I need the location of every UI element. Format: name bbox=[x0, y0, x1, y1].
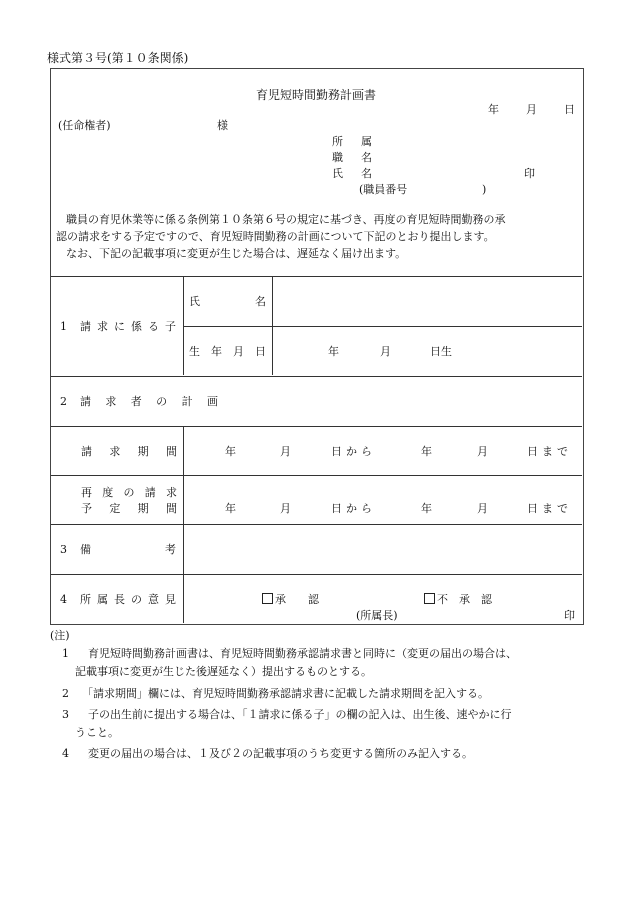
form-frame bbox=[50, 68, 584, 625]
row1-number: 1 bbox=[60, 320, 67, 333]
rerequest-char: 期 bbox=[137, 502, 149, 515]
rerequest-char: の bbox=[123, 486, 135, 499]
column-divider bbox=[183, 277, 184, 375]
request-period-char: 間 bbox=[165, 445, 177, 458]
position-char: 名 bbox=[361, 151, 372, 164]
child-name-char: 氏 bbox=[189, 295, 200, 308]
disapprove-checkbox[interactable] bbox=[424, 593, 435, 604]
birth-year: 年 bbox=[328, 345, 339, 358]
applicant-name-char: 名 bbox=[361, 167, 372, 180]
row-divider bbox=[183, 326, 582, 327]
rerequest-char: 間 bbox=[165, 502, 177, 515]
disapprove-label: 不 承 認 bbox=[437, 593, 492, 606]
row1-label-char: 求 bbox=[97, 320, 108, 333]
birthdate-label bbox=[189, 346, 266, 357]
position-label bbox=[332, 152, 372, 163]
row2-label-char: 者 bbox=[130, 395, 142, 408]
period-start-month: 月 bbox=[280, 445, 291, 458]
appointer-label: (任命権者) bbox=[58, 119, 111, 132]
applicant-name-label bbox=[332, 168, 372, 179]
column-divider bbox=[272, 277, 273, 375]
note-continuation: うこと。 bbox=[75, 726, 119, 739]
intro-line-3: なお、下記の記載事項に変更が生じた場合は、遅延なく届け出ます。 bbox=[66, 247, 407, 260]
note-continuation: 記載事項に変更が生じた後遅延なく）提出するものとする。 bbox=[75, 665, 372, 678]
period-start-from: 日から bbox=[331, 445, 376, 458]
child-name-label bbox=[189, 296, 266, 307]
note-number: 4 bbox=[62, 747, 69, 760]
form-label: 様式第３号(第１０条関係) bbox=[47, 51, 189, 65]
row-divider bbox=[51, 426, 582, 427]
row1-label-char: 子 bbox=[165, 320, 176, 333]
applicant-name-char: 氏 bbox=[332, 167, 343, 180]
department-head-label: (所属長) bbox=[356, 609, 398, 622]
rerequest-label-line2 bbox=[81, 503, 177, 514]
row2-label-char: の bbox=[156, 395, 168, 408]
row1-label-char: る bbox=[148, 320, 159, 333]
rerequest-end-month: 月 bbox=[477, 502, 488, 515]
row4-label-char: 意 bbox=[148, 593, 159, 606]
row-divider bbox=[51, 574, 582, 575]
applicant-seal: 印 bbox=[524, 167, 535, 180]
period-end-until: 日まで bbox=[527, 445, 572, 458]
note-number: 2 bbox=[62, 687, 69, 700]
date-day: 日 bbox=[564, 103, 575, 116]
approve-checkbox[interactable] bbox=[262, 593, 273, 604]
row4-label-char: 属 bbox=[97, 593, 108, 606]
row-divider bbox=[51, 524, 582, 525]
rerequest-char: 予 bbox=[81, 502, 92, 515]
birth-month: 月 bbox=[380, 345, 391, 358]
row2-label-char: 計 bbox=[181, 395, 193, 408]
rerequest-char: 請 bbox=[144, 486, 156, 499]
request-period-char: 請 bbox=[81, 445, 92, 458]
note-number: 3 bbox=[62, 708, 69, 721]
row2-label-char: 画 bbox=[206, 395, 218, 408]
row2-label-char: 請 bbox=[80, 395, 91, 408]
approve-label: 承 認 bbox=[275, 593, 319, 606]
note-text: 「請求期間」欄には、育児短時間勤務承認請求書に記載した請求期間を記入する。 bbox=[82, 687, 489, 700]
period-end-month: 月 bbox=[477, 445, 488, 458]
birthdate-char: 年 bbox=[211, 345, 222, 358]
rerequest-start-year: 年 bbox=[225, 502, 236, 515]
row1-label bbox=[80, 321, 176, 332]
row1-label-char: 係 bbox=[131, 320, 142, 333]
note-text: 育児短時間勤務計画書は、育児短時間勤務承認請求書と同時に（変更の届出の場合は、 bbox=[88, 647, 517, 660]
remarks-char: 備 bbox=[80, 543, 91, 556]
notes-heading: (注) bbox=[50, 629, 70, 642]
request-period-label bbox=[81, 446, 177, 457]
period-end-year: 年 bbox=[421, 445, 432, 458]
staff-number-label: (職員番号 bbox=[359, 183, 408, 196]
rerequest-start-from: 日から bbox=[331, 502, 376, 515]
rerequest-label-line1 bbox=[81, 487, 177, 498]
birthdate-char: 日 bbox=[255, 345, 266, 358]
disapprove-option[interactable] bbox=[424, 593, 492, 605]
row4-label-char: の bbox=[131, 593, 142, 606]
row1-label-char: に bbox=[114, 320, 125, 333]
child-name-char: 名 bbox=[255, 295, 266, 308]
rerequest-end-until: 日まで bbox=[527, 502, 572, 515]
row4-label bbox=[80, 594, 176, 605]
request-period-char: 求 bbox=[109, 445, 121, 458]
row4-label-char: 所 bbox=[80, 593, 91, 606]
intro-line-2: 認の請求をする予定ですので、育児短時間勤務の計画について下記のとおり提出します。 bbox=[56, 230, 495, 243]
row-divider bbox=[51, 376, 582, 377]
row4-number: 4 bbox=[60, 593, 67, 606]
row2-number: 2 bbox=[60, 395, 67, 408]
affiliation-label bbox=[332, 136, 372, 147]
rerequest-end-year: 年 bbox=[421, 502, 432, 515]
rerequest-char: 度 bbox=[102, 486, 114, 499]
sama-label: 様 bbox=[217, 119, 228, 132]
note-number: 1 bbox=[62, 647, 69, 660]
row1-label-char: 請 bbox=[80, 320, 91, 333]
rerequest-char: 求 bbox=[166, 486, 177, 499]
request-period-char: 期 bbox=[137, 445, 149, 458]
staff-number-close: ) bbox=[482, 183, 487, 196]
note-text: 変更の届出の場合は、１及び２の記載事項のうち変更する箇所のみ記入する。 bbox=[88, 747, 473, 760]
birthdate-char: 月 bbox=[233, 345, 244, 358]
birthdate-char: 生 bbox=[189, 345, 200, 358]
affiliation-char: 所 bbox=[332, 135, 343, 148]
date-month: 月 bbox=[526, 103, 537, 116]
department-head-seal: 印 bbox=[564, 609, 575, 622]
document-title: 育児短時間勤務計画書 bbox=[255, 88, 376, 102]
row3-number: 3 bbox=[60, 543, 67, 556]
affiliation-char: 属 bbox=[361, 135, 372, 148]
row3-label bbox=[80, 544, 176, 555]
row4-label-char: 見 bbox=[165, 593, 176, 606]
date-year: 年 bbox=[488, 103, 499, 116]
period-start-year: 年 bbox=[225, 445, 236, 458]
column-divider bbox=[183, 427, 184, 623]
row-divider bbox=[51, 475, 582, 476]
row4-label-char: 長 bbox=[114, 593, 125, 606]
position-char: 職 bbox=[332, 151, 343, 164]
rerequest-char: 定 bbox=[109, 502, 121, 515]
rerequest-start-month: 月 bbox=[280, 502, 291, 515]
remarks-char: 考 bbox=[165, 543, 176, 556]
approve-option[interactable] bbox=[262, 593, 319, 605]
row-divider bbox=[51, 276, 582, 277]
row2-label-char: 求 bbox=[105, 395, 117, 408]
note-text: 子の出生前に提出する場合は、「１請求に係る子」の欄の記入は、出生後、速やかに行 bbox=[88, 708, 512, 721]
birth-day: 日生 bbox=[430, 345, 452, 358]
row2-label bbox=[80, 396, 218, 407]
rerequest-char: 再 bbox=[81, 486, 92, 499]
intro-line-1: 職員の育児休業等に係る条例第１０条第６号の規定に基づき、再度の育児短時間勤務の承 bbox=[66, 213, 506, 226]
